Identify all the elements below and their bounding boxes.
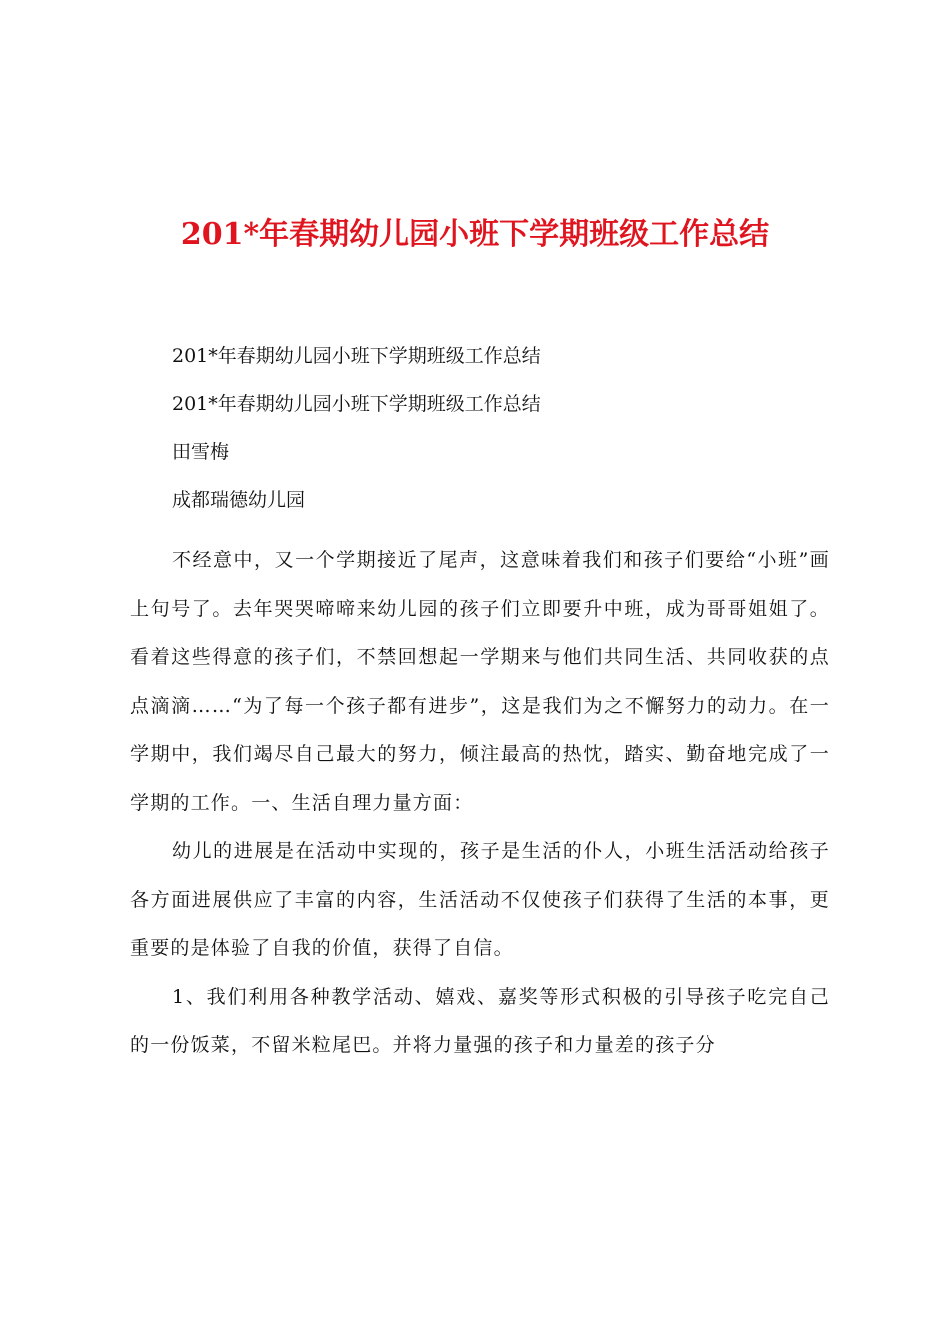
document-title: 201*年春期幼儿园小班下学期班级工作总结 — [180, 217, 770, 252]
paragraph: 幼儿的进展是在活动中实现的，孩子是生活的仆人，小班生活活动给孩子各方面进展供应了丰富的内容，生活活动不仅使孩子们获得了生活的本事，更重要的是体验了自我的价值，获得了自信。 — [130, 840, 830, 959]
header-line: 201*年春期幼儿园小班下学期班级工作总结 — [172, 393, 541, 415]
header-line: 201*年春期幼儿园小班下学期班级工作总结 — [172, 345, 541, 367]
paragraph: 不经意中，又一个学期接近了尾声，这意味着我们和孩子们要给“小班”画上句号了。去年哭哭啼啼来幼儿园的孩子们立即要升中班，成为哥哥姐姐了。看着这些得意的孩子们，不禁回想起一学期来与他们共同生活、共同收获的点点滴滴……“为了每一个孩子都有进步”，这是我们为之不懈努力的动力。在一学期中，我们竭尽自己最大的努力，倾注最高的热忱，踏实、勤奋地完成了一学期的工作。一、生活自理力量方面： — [130, 549, 830, 814]
organization-name: 成都瑞德幼儿园 — [172, 489, 306, 511]
document-body — [130, 344, 830, 1070]
author-name: 田雪梅 — [172, 441, 230, 463]
paragraph: 1、我们利用各种教学活动、嬉戏、嘉奖等形式积极的引导孩子吃完自己的一份饭菜，不留米粒尾巴。并将力量强的孩子和力量差的孩子分 — [130, 985, 830, 1056]
